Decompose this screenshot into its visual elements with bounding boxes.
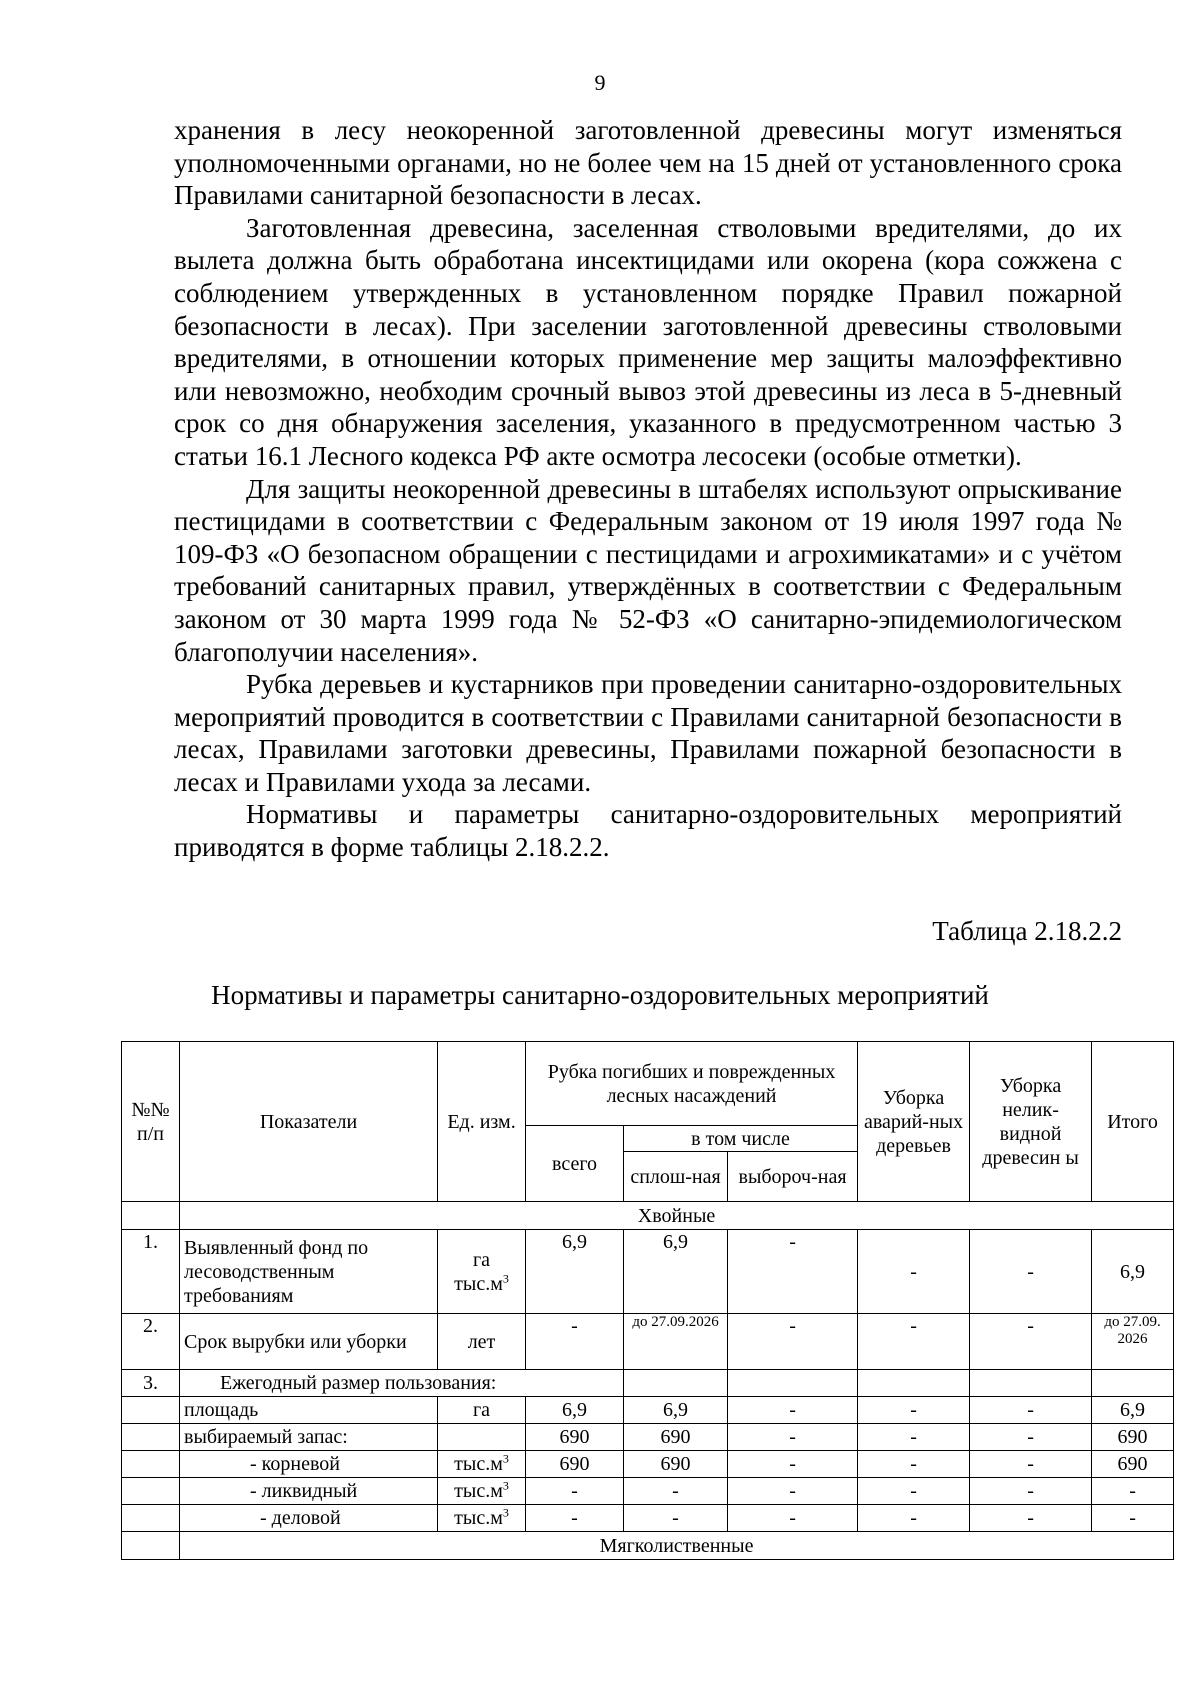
cell-total: 690 [1092, 1451, 1174, 1478]
cell-illiquid: - [970, 1505, 1092, 1532]
empty-cell [1092, 1370, 1174, 1397]
cell-total: 6,9 [1092, 1230, 1174, 1314]
row-label: Ежегодный размер пользования: [180, 1370, 624, 1397]
cell-total: - [1092, 1505, 1174, 1532]
cell-selective: - [728, 1314, 858, 1370]
row-unit: $тыс.м^3$ [438, 1451, 526, 1478]
row-unit: га [438, 1397, 526, 1424]
page-number: 9 [594, 70, 606, 95]
cell-all: 6,9 [526, 1230, 624, 1314]
cell-emergency: - [858, 1314, 970, 1370]
cell-illiquid: - [970, 1230, 1092, 1314]
cell-emergency: - [858, 1478, 970, 1505]
cell-all: 6,9 [526, 1397, 624, 1424]
cell-clear: 690 [624, 1424, 728, 1451]
cell-emergency: - [858, 1505, 970, 1532]
cell-selective: - [728, 1451, 858, 1478]
unit-ha: га [472, 1248, 491, 1271]
row-label: - корневой [180, 1451, 438, 1478]
cell-clear: - [624, 1505, 728, 1532]
cell-clear: 6,9 [624, 1230, 728, 1314]
paragraph: Рубка деревьев и кустарников при проведении санитарно-оздоровительных мероприятий проводится в соответствии с Правилами санитарной безопасности в лесах, Правилами заготовки древесины, Правилами пожарной безопасности в лесах и Правилами ухода за лесами. [174, 669, 1122, 797]
section-spacer [122, 1202, 180, 1230]
row-num: 2. [122, 1314, 180, 1370]
cell-illiquid: - [970, 1397, 1092, 1424]
cell-selective: - [728, 1424, 858, 1451]
body-text [174, 114, 1122, 864]
cell-emergency: - [858, 1424, 970, 1451]
cell-all: - [526, 1505, 624, 1532]
cell-all: - [526, 1314, 624, 1370]
row-num: 3. [122, 1370, 180, 1397]
header-num: №№ п/п [122, 1042, 180, 1202]
row-unit [438, 1230, 526, 1314]
table-row [122, 1397, 1174, 1424]
cell-all: 690 [526, 1451, 624, 1478]
cell-emergency: - [858, 1451, 970, 1478]
row-label: - ликвидный [180, 1478, 438, 1505]
cell-illiquid: - [970, 1451, 1092, 1478]
cell-all: 690 [526, 1424, 624, 1451]
empty-cell [970, 1370, 1092, 1397]
cell-clear: до 27.09.2026 [624, 1314, 728, 1370]
paragraph: Заготовленная древесина, заселенная стволовыми вредителями, до их вылета должна быть обработана инсектицидами или окорена (кора сожжена с соблюдением утвержденных в установленном порядке Правил пожарной безопасности в лесах). При заселении заготовленной древесины стволовыми вредителями, в отношении которых применение мер защиты малоэффективно или невозможно, необходим срочный вывоз этой древесины из леса в 5-дневный срок со дня обнаружения заселения, указанного в предусмотренном частью 3 статьи 16.1 Лесного кодекса РФ акте осмотра лесосеки (особые отметки). [174, 212, 1122, 471]
cell-selective: - [728, 1505, 858, 1532]
section-spacer [122, 1532, 180, 1560]
cell-illiquid: - [970, 1478, 1092, 1505]
row-unit [438, 1424, 526, 1451]
table-row [122, 1370, 1174, 1397]
empty-cell [728, 1370, 858, 1397]
cell-total: до 27.09. 2026 [1092, 1314, 1174, 1370]
table-row [122, 1478, 1174, 1505]
table-label: Таблица 2.18.2.2 [932, 916, 1122, 946]
cell-selective: - [728, 1230, 858, 1314]
paragraph: Нормативы и параметры санитарно-оздоровительных мероприятий приводятся в форме таблицы 2.18.2.2. [174, 799, 1122, 863]
header-emergency: Уборка аварий-ных деревьев [858, 1042, 970, 1202]
header-indicator: Показатели [180, 1042, 438, 1202]
cell-emergency: - [858, 1230, 970, 1314]
header-illiquid: Уборка нелик-видной древесин ы [970, 1042, 1092, 1202]
row-num [122, 1397, 180, 1424]
row-unit: лет [438, 1314, 526, 1370]
row-label: - деловой [180, 1505, 438, 1532]
cell-selective: - [728, 1397, 858, 1424]
unit-volume: $тыс.м^3$ [454, 1270, 509, 1295]
header-selective: выбороч-ная [728, 1152, 858, 1202]
cell-all: - [526, 1478, 624, 1505]
paragraph: хранения в лесу неокоренной заготовленной древесины могут изменяться уполномоченными органами, но не более чем на 15 дней от установленного срока Правилами санитарной безопасности в лесах. [174, 115, 1122, 211]
header-unit: Ед. изм. [438, 1042, 526, 1202]
table-row [122, 1230, 1174, 1314]
row-label: Выявленный фонд по лесоводственным требованиям [180, 1230, 438, 1314]
table-row [122, 1314, 1174, 1370]
row-num [122, 1505, 180, 1532]
table-row [122, 1424, 1174, 1451]
header-total: Итого [1092, 1042, 1174, 1202]
cell-total: 690 [1092, 1424, 1174, 1451]
row-unit: $тыс.м^3$ [438, 1505, 526, 1532]
cell-clear: - [624, 1478, 728, 1505]
cell-illiquid: - [970, 1424, 1092, 1451]
section-conifer: Хвойные [180, 1202, 1174, 1230]
empty-cell [858, 1370, 970, 1397]
paragraph: Для защиты неокоренной древесины в штабелях используют опрыскивание пестицидами в соответствии с Федеральным законом от 19 июля 1997 года № 109-ФЗ «О безопасном обращении с пестицидами и агрохимикатами» и с учётом требований санитарных правил, утверждённых в соответствии с Федеральным законом от 30 марта 1999 года № 52-ФЗ «О санитарно-эпидемиологическом благополучии населения». [174, 473, 1122, 667]
row-num [122, 1424, 180, 1451]
section-softwood: Мягколиственные [180, 1532, 1174, 1560]
table-title: Нормативы и параметры санитарно-оздоровительных мероприятий [211, 980, 989, 1010]
cell-selective: - [728, 1478, 858, 1505]
norms-table [121, 1041, 1174, 1560]
row-label: площадь [180, 1397, 438, 1424]
row-num [122, 1478, 180, 1505]
row-num: 1. [122, 1230, 180, 1314]
empty-cell [624, 1370, 728, 1397]
table-row [122, 1505, 1174, 1532]
table-row [122, 1451, 1174, 1478]
row-label: Срок вырубки или уборки [180, 1314, 438, 1370]
cell-total: 6,9 [1092, 1397, 1174, 1424]
cell-clear: 6,9 [624, 1397, 728, 1424]
cell-total: - [1092, 1478, 1174, 1505]
header-felling: Рубка погибших и поврежденных лесных насаждений [526, 1042, 858, 1126]
row-unit: $тыс.м^3$ [438, 1478, 526, 1505]
cell-illiquid: - [970, 1314, 1092, 1370]
cell-clear: 690 [624, 1451, 728, 1478]
cell-emergency: - [858, 1397, 970, 1424]
header-clear: сплош-ная [624, 1152, 728, 1202]
header-including: в том числе [624, 1126, 858, 1152]
row-num [122, 1451, 180, 1478]
row-label: выбираемый запас: [180, 1424, 438, 1451]
header-total-all: всего [526, 1126, 624, 1202]
